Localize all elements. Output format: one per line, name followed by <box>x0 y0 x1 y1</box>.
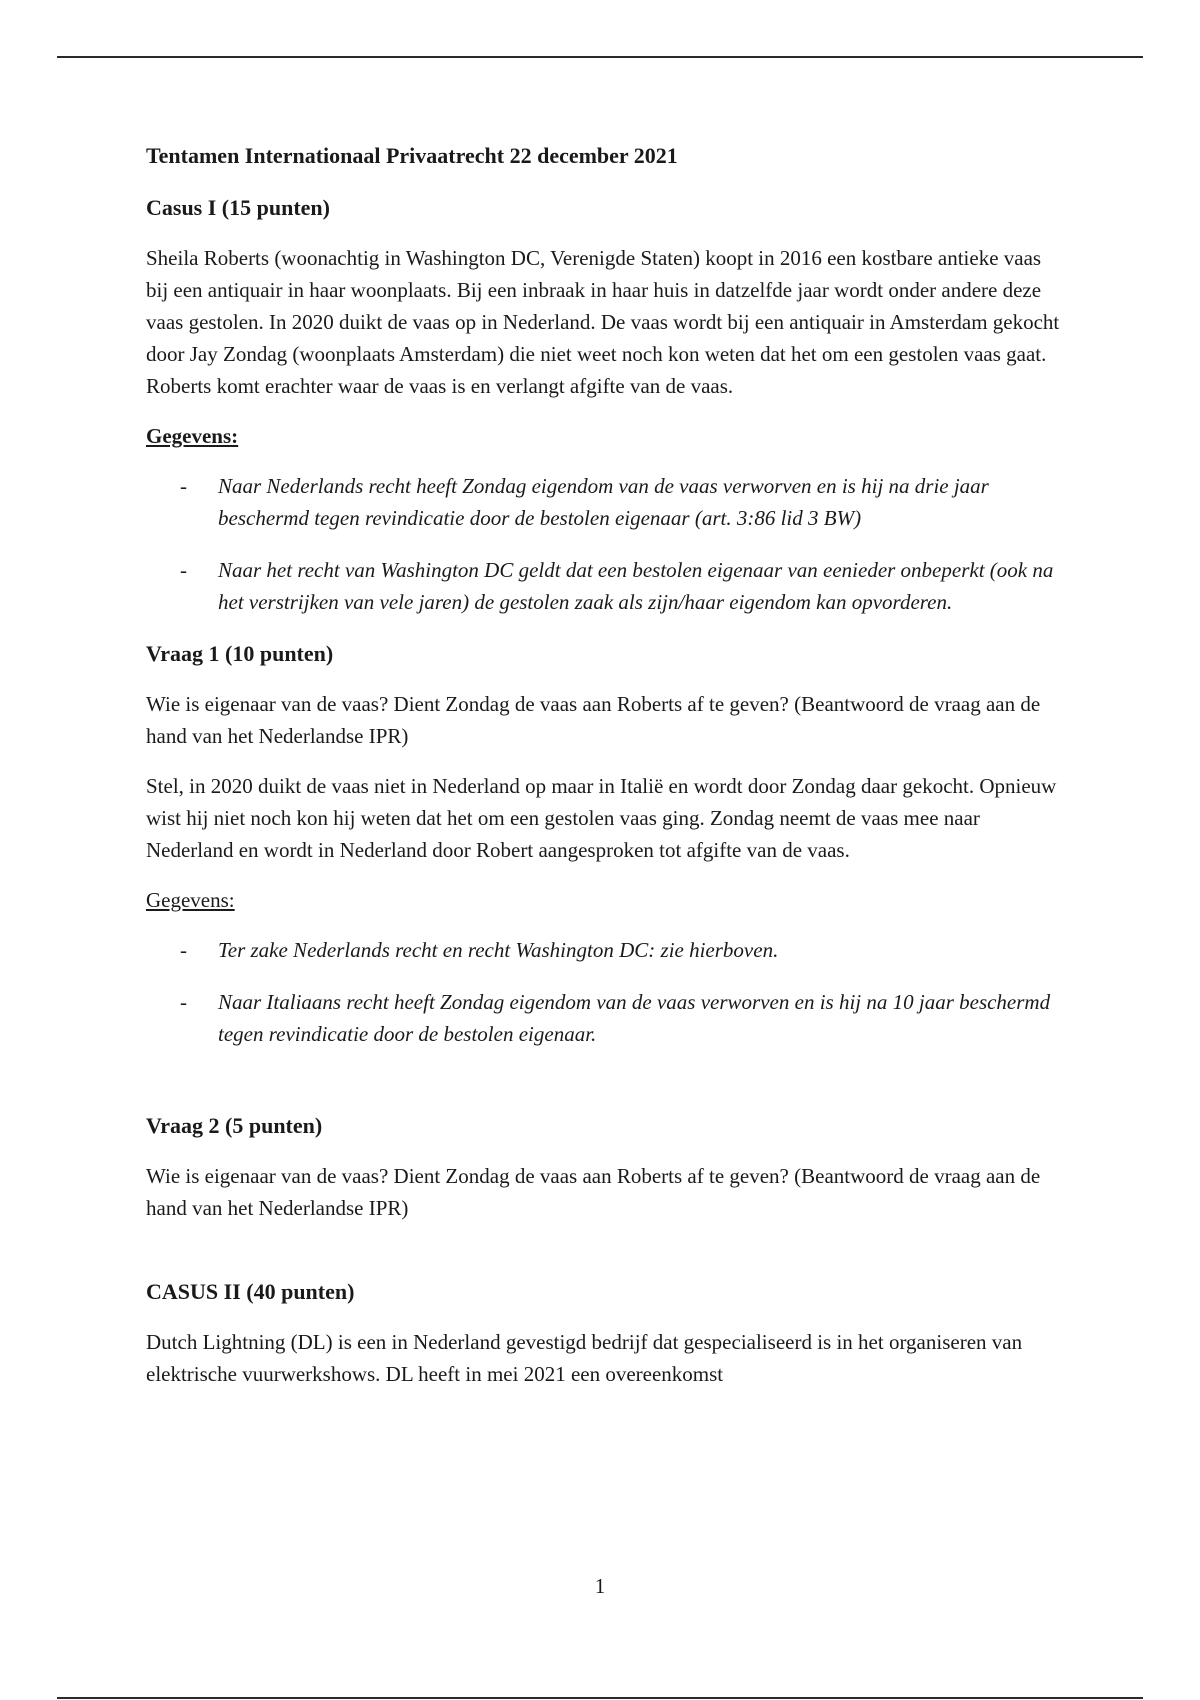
casus-2-intro: Dutch Lightning (DL) is een in Nederland gevestigd bedrijf dat gespecialiseerd is in het organiseren van elektrische vuurwerkshows. DL heeft in mei 2021 een overeenkomst <box>146 1330 1023 1386</box>
list-item <box>146 470 1066 534</box>
bullet-dash: - <box>180 938 187 962</box>
top-rule <box>57 56 1143 58</box>
bullet-dash: - <box>180 990 187 1014</box>
list-item-text: Naar Italiaans recht heeft Zondag eigendom van de vaas verworven en is hij na 10 jaar beschermd tegen revindicatie door de bestolen eigenaar. <box>218 990 1051 1046</box>
vraag-1-heading: Vraag 1 (10 punten) <box>146 641 334 666</box>
spacer <box>146 1070 1066 1110</box>
document-title: Tentamen Internationaal Privaatrecht 22 december 2021 <box>146 143 678 168</box>
bullet-dash: - <box>180 558 187 582</box>
list-item-text: Naar het recht van Washington DC geldt dat een bestolen eigenaar van eenieder onbeperkt (ook na het verstrijken van vele jaren) de gestolen zaak als zijn/haar eigendom kan opvorderen. <box>218 558 1054 614</box>
casus-1-intro: Sheila Roberts (woonachtig in Washington DC, Verenigde Staten) koopt in 2016 een kostbare antieke vaas bij een antiquair in haar woonplaats. Bij een inbraak in haar huis in datzelfde jaar wordt onder andere deze vaas gestolen. In 2020 duikt de vaas op in Nederland. De vaas wordt bij een antiquair in Amsterdam gekocht door Jay Zondag (woonplaats Amsterdam) die niet weet noch kon weten dat het om een gestolen vaas gaat. Roberts komt erachter waar de vaas is en verlangt afgifte van de vaas. <box>146 246 1060 398</box>
gegevens-2-label: Gegevens: <box>146 888 235 912</box>
casus-1-heading: Casus I (15 punten) <box>146 195 330 220</box>
gegevens-2-list <box>146 934 1066 1050</box>
casus-2-heading: CASUS II (40 punten) <box>146 1279 355 1304</box>
list-item-text: Ter zake Nederlands recht en recht Washington DC: zie hierboven. <box>218 938 779 962</box>
list-item-text: Naar Nederlands recht heeft Zondag eigendom van de vaas verworven en is hij na drie jaar beschermd tegen revindicatie door de bestolen eigenaar (art. 3:86 lid 3 BW) <box>218 474 989 530</box>
list-item <box>146 986 1066 1050</box>
list-item <box>146 554 1066 618</box>
list-item <box>146 934 1066 966</box>
vraag-2-heading: Vraag 2 (5 punten) <box>146 1113 323 1138</box>
gegevens-1-label: Gegevens: <box>146 424 239 448</box>
bullet-dash: - <box>180 474 187 498</box>
bottom-rule <box>57 1697 1143 1699</box>
vraag-2-text: Wie is eigenaar van de vaas? Dient Zondag de vaas aan Roberts af te geven? (Beantwoord de vraag aan de hand van het Nederlandse IPR) <box>146 1164 1041 1220</box>
vraag-1-text: Wie is eigenaar van de vaas? Dient Zondag de vaas aan Roberts af te geven? (Beantwoord de vraag aan de hand van het Nederlandse IPR) <box>146 692 1041 748</box>
document-page <box>146 140 1066 1408</box>
gegevens-1-list <box>146 470 1066 618</box>
spacer <box>146 1242 1066 1276</box>
scenario-2-text: Stel, in 2020 duikt de vaas niet in Nederland op maar in Italië en wordt door Zondag daar gekocht. Opnieuw wist hij niet noch kon hij weten dat het om een gestolen vaas ging. Zondag neemt de vaas mee naar Nederland en wordt in Nederland door Robert aangesproken tot afgifte van de vaas. <box>146 774 1057 862</box>
page-number: 1 <box>594 1574 606 1598</box>
